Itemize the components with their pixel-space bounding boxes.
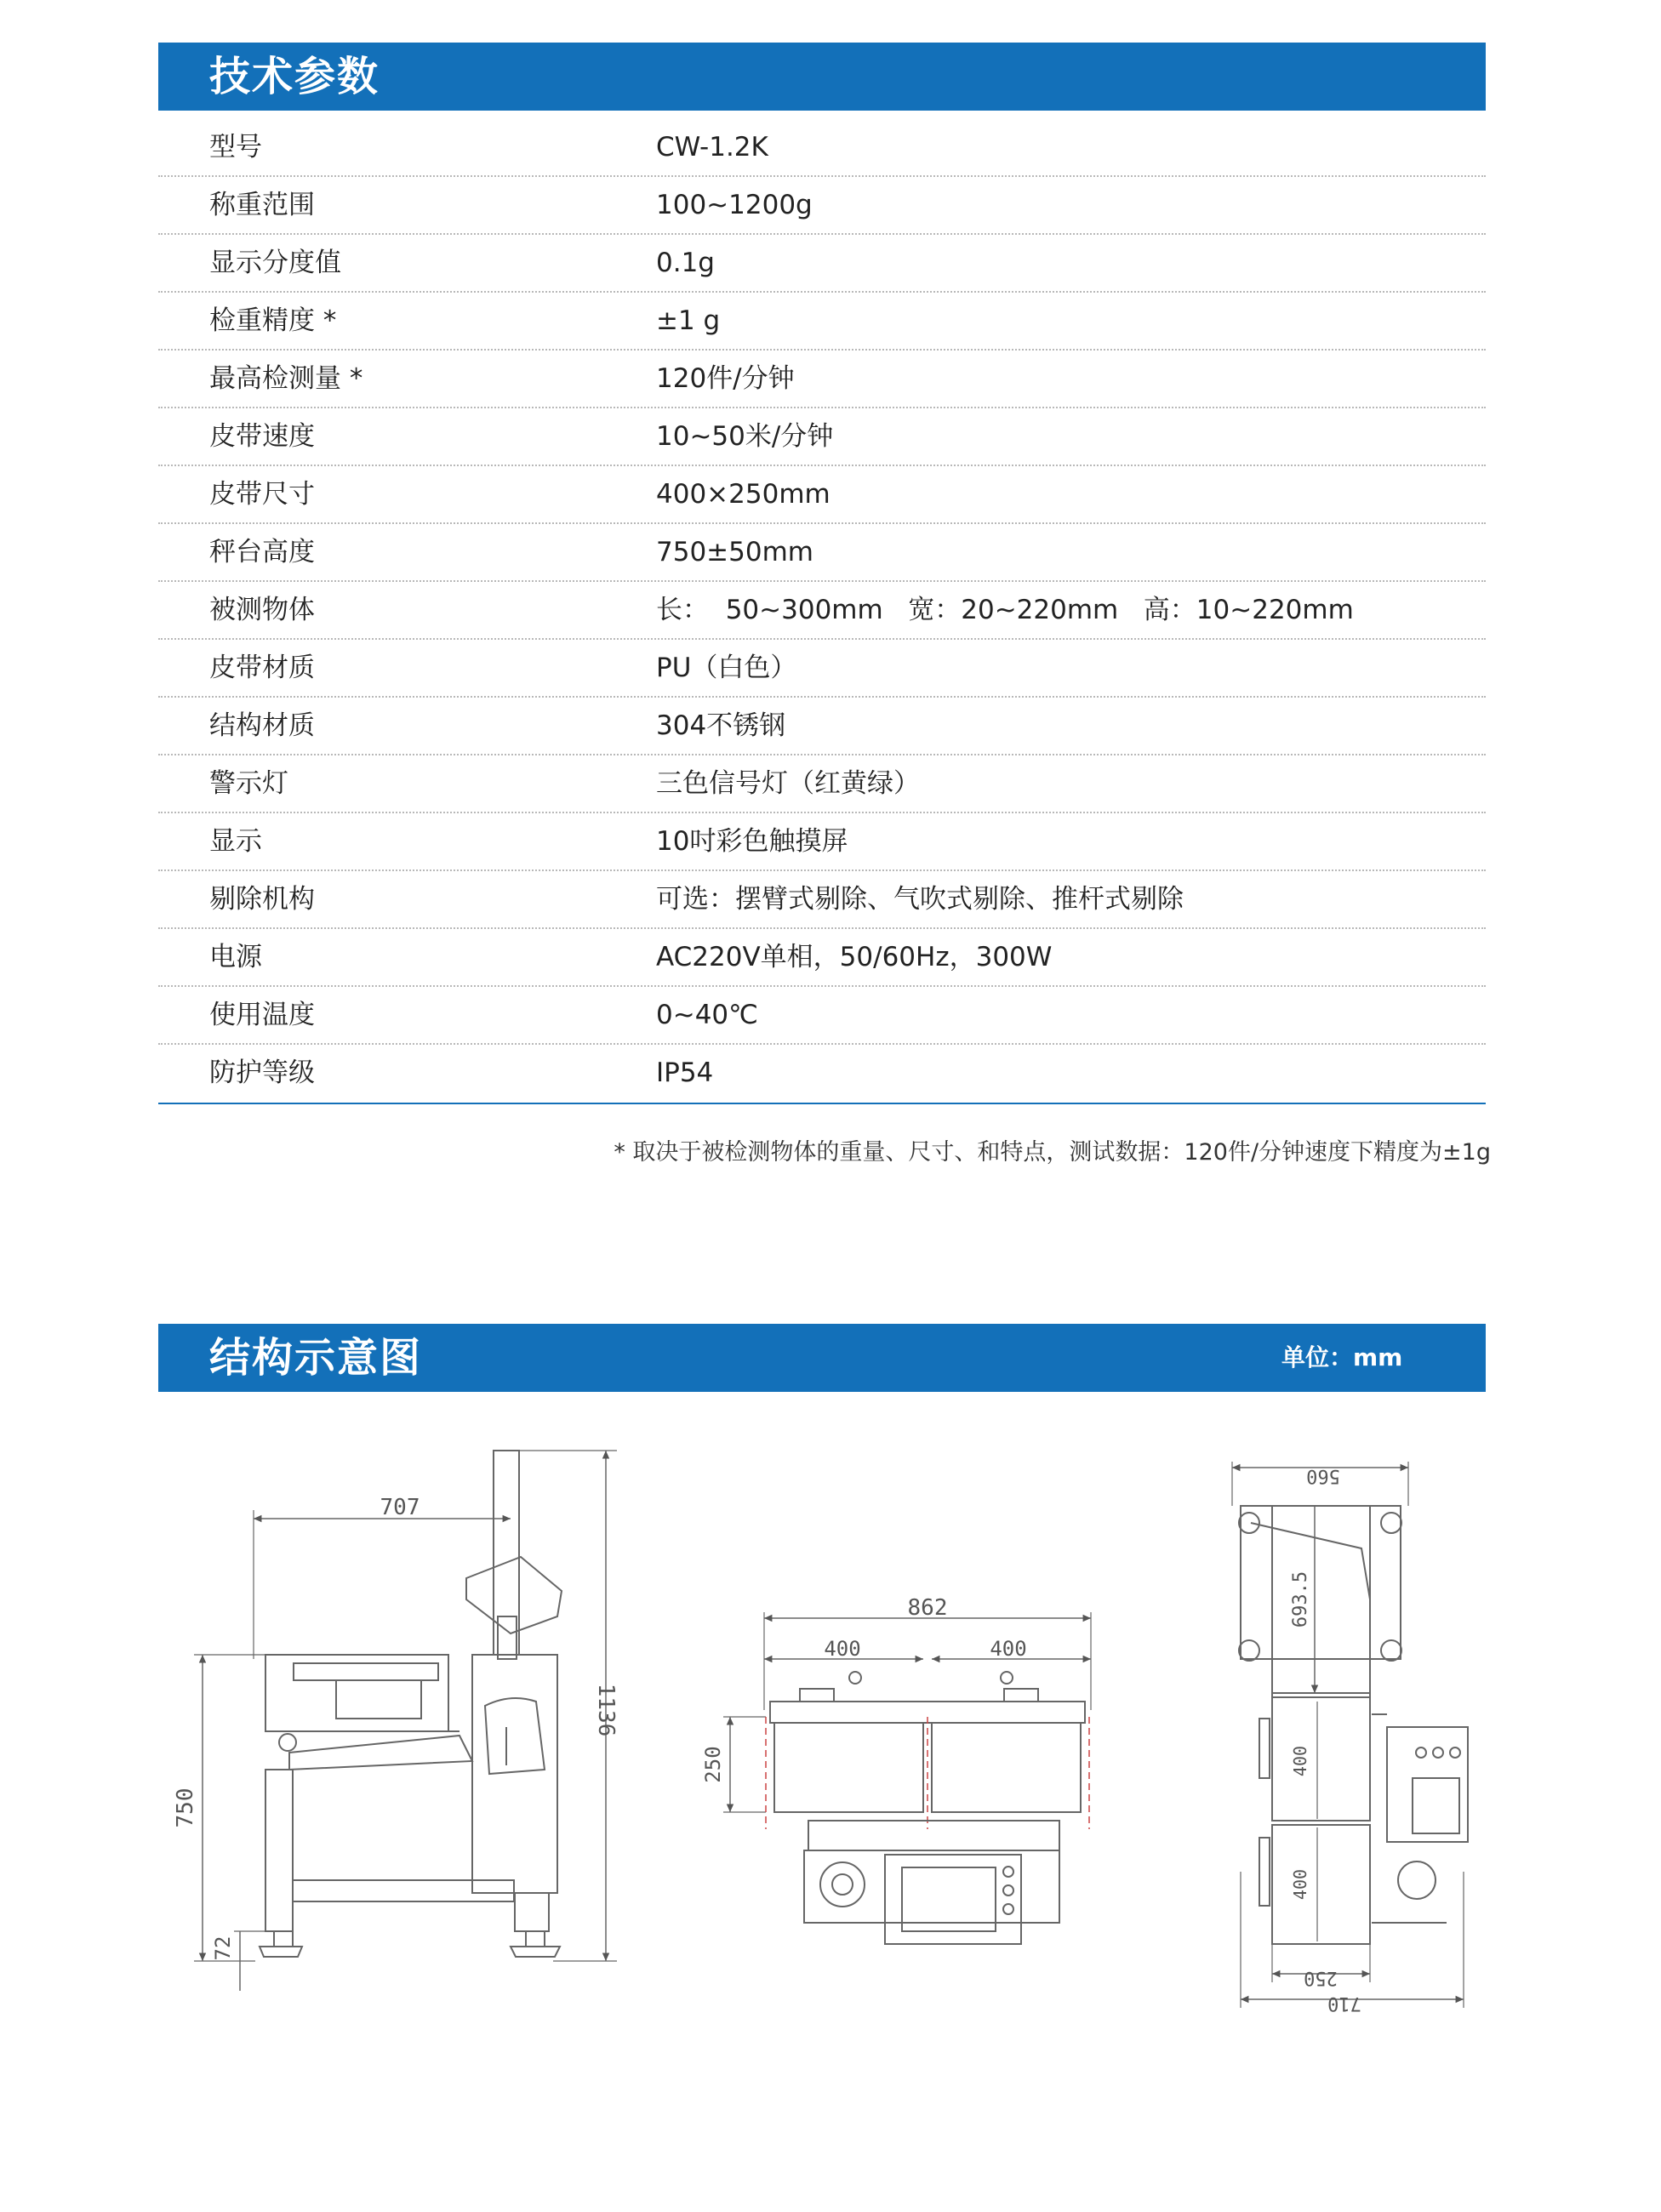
spec-row — [158, 755, 1486, 813]
spec-label: 皮带速度 — [209, 421, 315, 452]
top-view-drawing — [1232, 1462, 1468, 2008]
spec-table — [158, 119, 1486, 1104]
spec-label: 皮带材质 — [209, 653, 315, 683]
spec-label: 被测物体 — [209, 595, 315, 625]
spec-row — [158, 351, 1486, 408]
spec-section-title: 技术参数 — [209, 53, 380, 100]
spec-value: 10~50米/分钟 — [656, 421, 834, 452]
spec-label: 剔除机构 — [209, 884, 315, 915]
spec-row — [158, 293, 1486, 351]
spec-value: 0~40℃ — [656, 1000, 758, 1030]
spec-row — [158, 1045, 1486, 1104]
top-belt-bottom-dimension: 250 — [1304, 1967, 1338, 1988]
front-belt-width-dimension: 250 — [701, 1746, 725, 1783]
spec-row — [158, 582, 1486, 640]
spec-footnote: * 取决于被检测物体的重量、尺寸、和特点，测试数据：120件/分钟速度下精度为±1g — [614, 1139, 1491, 1166]
spec-row — [158, 235, 1486, 293]
spec-row — [158, 177, 1486, 235]
spec-value: 100~1200g — [656, 190, 813, 220]
spec-row — [158, 466, 1486, 524]
unit-label: 单位：mm — [1281, 1343, 1403, 1371]
spec-row — [158, 987, 1486, 1045]
spec-value: AC220V单相，50/60Hz，300W — [656, 942, 1053, 972]
spec-label: 皮带尺寸 — [209, 479, 315, 510]
spec-label: 电源 — [209, 942, 262, 972]
spec-value: IP54 — [656, 1058, 714, 1088]
side-view-drawing — [194, 1451, 617, 1991]
spec-label: 显示分度值 — [209, 248, 341, 278]
side-table-height-dimension: 750 — [173, 1787, 198, 1828]
spec-label: 警示灯 — [209, 768, 288, 799]
front-view-drawing — [723, 1612, 1091, 1944]
top-length-dimension: 693.5 — [1290, 1571, 1311, 1628]
spec-row — [158, 871, 1486, 929]
side-length-dimension: 707 — [380, 1495, 420, 1520]
spec-value: 750±50mm — [656, 537, 813, 567]
spec-label: 结构材质 — [209, 710, 315, 741]
spec-value: ±1 g — [656, 305, 721, 336]
front-segment-2-dimension: 400 — [990, 1637, 1027, 1661]
spec-value: 可选：摆臂式剔除、气吹式剔除、推杆式剔除 — [656, 884, 1184, 915]
spec-row — [158, 813, 1486, 871]
spec-value: PU（白色） — [656, 653, 797, 683]
spec-row — [158, 640, 1486, 698]
diagram-section-header — [158, 1324, 1486, 1392]
top-total-bottom-dimension: 710 — [1327, 1993, 1361, 2014]
spec-label: 型号 — [209, 132, 262, 162]
front-total-width-dimension: 862 — [907, 1595, 948, 1621]
spec-label: 最高检测量 * — [209, 363, 363, 394]
front-segment-1-dimension: 400 — [824, 1637, 861, 1661]
side-foot-dimension: 72 — [211, 1936, 235, 1961]
spec-value: 长： 50~300mm 宽：20~220mm 高：10~220mm — [656, 595, 1354, 625]
spec-row — [158, 698, 1486, 755]
spec-value: 120件/分钟 — [656, 363, 795, 394]
spec-section-header — [158, 43, 1486, 111]
spec-value: 10吋彩色触摸屏 — [656, 826, 848, 857]
spec-row — [158, 524, 1486, 582]
spec-label: 显示 — [209, 826, 262, 857]
spec-value: 0.1g — [656, 248, 715, 278]
spec-label: 秤台高度 — [209, 537, 315, 567]
spec-value: 三色信号灯（红黄绿） — [656, 768, 920, 799]
diagram-section-title: 结构示意图 — [209, 1334, 423, 1382]
spec-label: 称重范围 — [209, 190, 315, 220]
spec-row — [158, 408, 1486, 466]
top-segment-2-dimension: 400 — [1290, 1868, 1310, 1901]
spec-label: 检重精度 * — [209, 305, 337, 336]
spec-row — [158, 119, 1486, 177]
spec-value: 400×250mm — [656, 479, 830, 510]
spec-row — [158, 929, 1486, 987]
spec-label: 防护等级 — [209, 1058, 315, 1088]
spec-value: 304不锈钢 — [656, 710, 786, 741]
top-width-dimension: 560 — [1306, 1465, 1340, 1486]
spec-label: 使用温度 — [209, 1000, 315, 1030]
spec-value: CW-1.2K — [656, 132, 768, 162]
top-segment-1-dimension: 400 — [1290, 1745, 1310, 1777]
side-height-dimension: 1136 — [593, 1683, 619, 1737]
